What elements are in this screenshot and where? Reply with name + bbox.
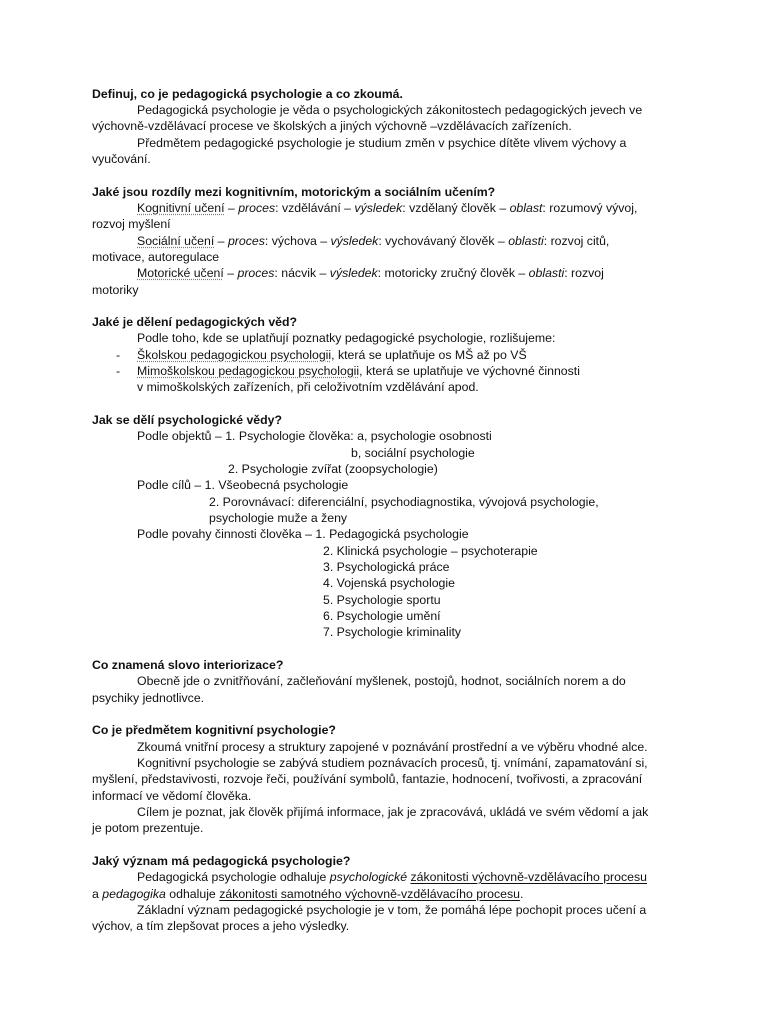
paragraph-line: Pedagogická psychologie je věda o psychologických zákonitostech pedagogických jevech ve [137,103,643,117]
question-heading: Co je předmětem kognitivní psychologie? [92,723,336,737]
list-item: 6. Psychologie umění [323,609,441,623]
question-heading: Definuj, co je pedagogická psychologie a co zkoumá. [92,87,403,101]
paragraph-line: je potom prezentuje. [92,821,204,835]
question-heading: Co znamená slovo interiorizace? [92,658,284,672]
paragraph-line: Podle cílů – 1. Všeobecná psychologie [137,478,349,492]
paragraph-line: 2. Psychologie zvířat (zoopsychologie) [228,462,438,476]
term-kognitivni: Kognitivní učení [137,201,225,215]
paragraph-line: Sociální učení – proces: výchova – výsledek: vychovávaný člověk – oblasti: rozvoj citů, [137,234,610,248]
list-item: 2. Klinická psychologie – psychoterapie [323,544,538,558]
list-item: 7. Psychologie kriminality [323,625,462,639]
term-socialni: Sociální učení [137,234,215,248]
list-item-continuation: v mimoškolských zařízeních, při celoživotním vzdělávání apod. [137,380,479,394]
paragraph-line: Obecně jde o zvnitřňování, začleňování myšlenek, postojů, hodnot, sociálních norem a do [137,674,626,688]
paragraph-line: Předmětem pedagogické psychologie je studium změn v psychice dítěte vlivem výchovy a [137,136,627,150]
paragraph-line: Kognitivní učení – proces: vzdělávání – výsledek: vzdělaný člověk – oblast: rozumový vývoj, [137,201,638,215]
paragraph-line: Pedagogická psychologie odhaluje psychologické zákonitosti výchovně-vzdělávacího procesu [137,870,647,884]
question-heading: Jaké jsou rozdíly mezi kognitivním, motorickým a sociálním učením? [92,185,496,199]
paragraph-line: Kognitivní psychologie se zabývá studiem poznávacích procesů, tj. vnímání, zapamatování si, [137,756,648,770]
paragraph-line: informací ve vědomí člověka. [92,789,252,803]
list-bullet: - [116,348,121,362]
paragraph-line: psychiky jednotlivce. [92,691,205,705]
list-item: 3. Psychologická práce [323,560,450,574]
list-item: Školskou pedagogickou psychologii, která se uplatňuje os MŠ až po VŠ [137,348,527,362]
term-motoricke: Motorické učení [137,266,224,280]
list-item: 5. Psychologie sportu [323,593,441,607]
paragraph-line: Motorické učení – proces: nácvik – výsledek: motoricky zručný člověk – oblasti: rozvoj [137,266,604,280]
paragraph-line: a pedagogika odhaluje zákonitosti samotného výchovně-vzdělávacího procesu. [92,887,524,901]
paragraph-line: myšlení, představivosti, rozvoje řeči, používání symbolů, fantazie, hodnocení, tvořivosti, a zpracování [92,772,643,786]
paragraph-line: Podle povahy činnosti člověka – 1. Pedagogická psychologie [137,527,469,541]
list-item: 4. Vojenská psychologie [323,576,455,590]
paragraph-line: Základní význam pedagogické psychologie je v tom, že pomáhá lépe pochopit proces učení a [137,903,647,917]
paragraph-line: vyučování. [92,152,151,166]
paragraph-line: Podle objektů – 1. Psychologie člověka: a, psychologie osobnosti [137,429,492,443]
paragraph-line: psychologie muže a ženy [209,511,348,525]
paragraph-line: rozvoj myšlení [92,217,171,231]
question-heading: Jaký význam má pedagogická psychologie? [92,854,351,868]
list-bullet: - [116,364,121,378]
paragraph-line: Cílem je poznat, jak člověk přijímá informace, jak je zpracovává, ukládá ve svém vědomí a jak [137,805,649,819]
question-heading: Jak se dělí psychologické vědy? [92,413,283,427]
question-heading: Jaké je dělení pedagogických věd? [92,315,298,329]
paragraph-line: b, sociální psychologie [351,446,475,460]
paragraph-line: motoriky [92,283,139,297]
paragraph-line: výchov, a tím zlepšovat proces a jeho výsledky. [92,919,350,933]
paragraph-line: motivace, autoregulace [92,250,220,264]
paragraph-line: 2. Porovnávací: diferenciální, psychodiagnostika, vývojová psychologie, [209,495,599,509]
list-item: Mimoškolskou pedagogickou psychologii, která se uplatňuje ve výchovné činnosti [137,364,580,378]
paragraph-line: Podle toho, kde se uplatňují poznatky pedagogické psychologie, rozlišujeme: [137,331,556,345]
paragraph-line: výchovně-vzdělávací procese ve školských a jiných výchovně –vzdělávacích zařízeních. [92,119,572,133]
paragraph-line: Zkoumá vnitřní procesy a struktury zapojené v poznávání prostřední a ve výběru vhodné alce. [137,740,648,754]
